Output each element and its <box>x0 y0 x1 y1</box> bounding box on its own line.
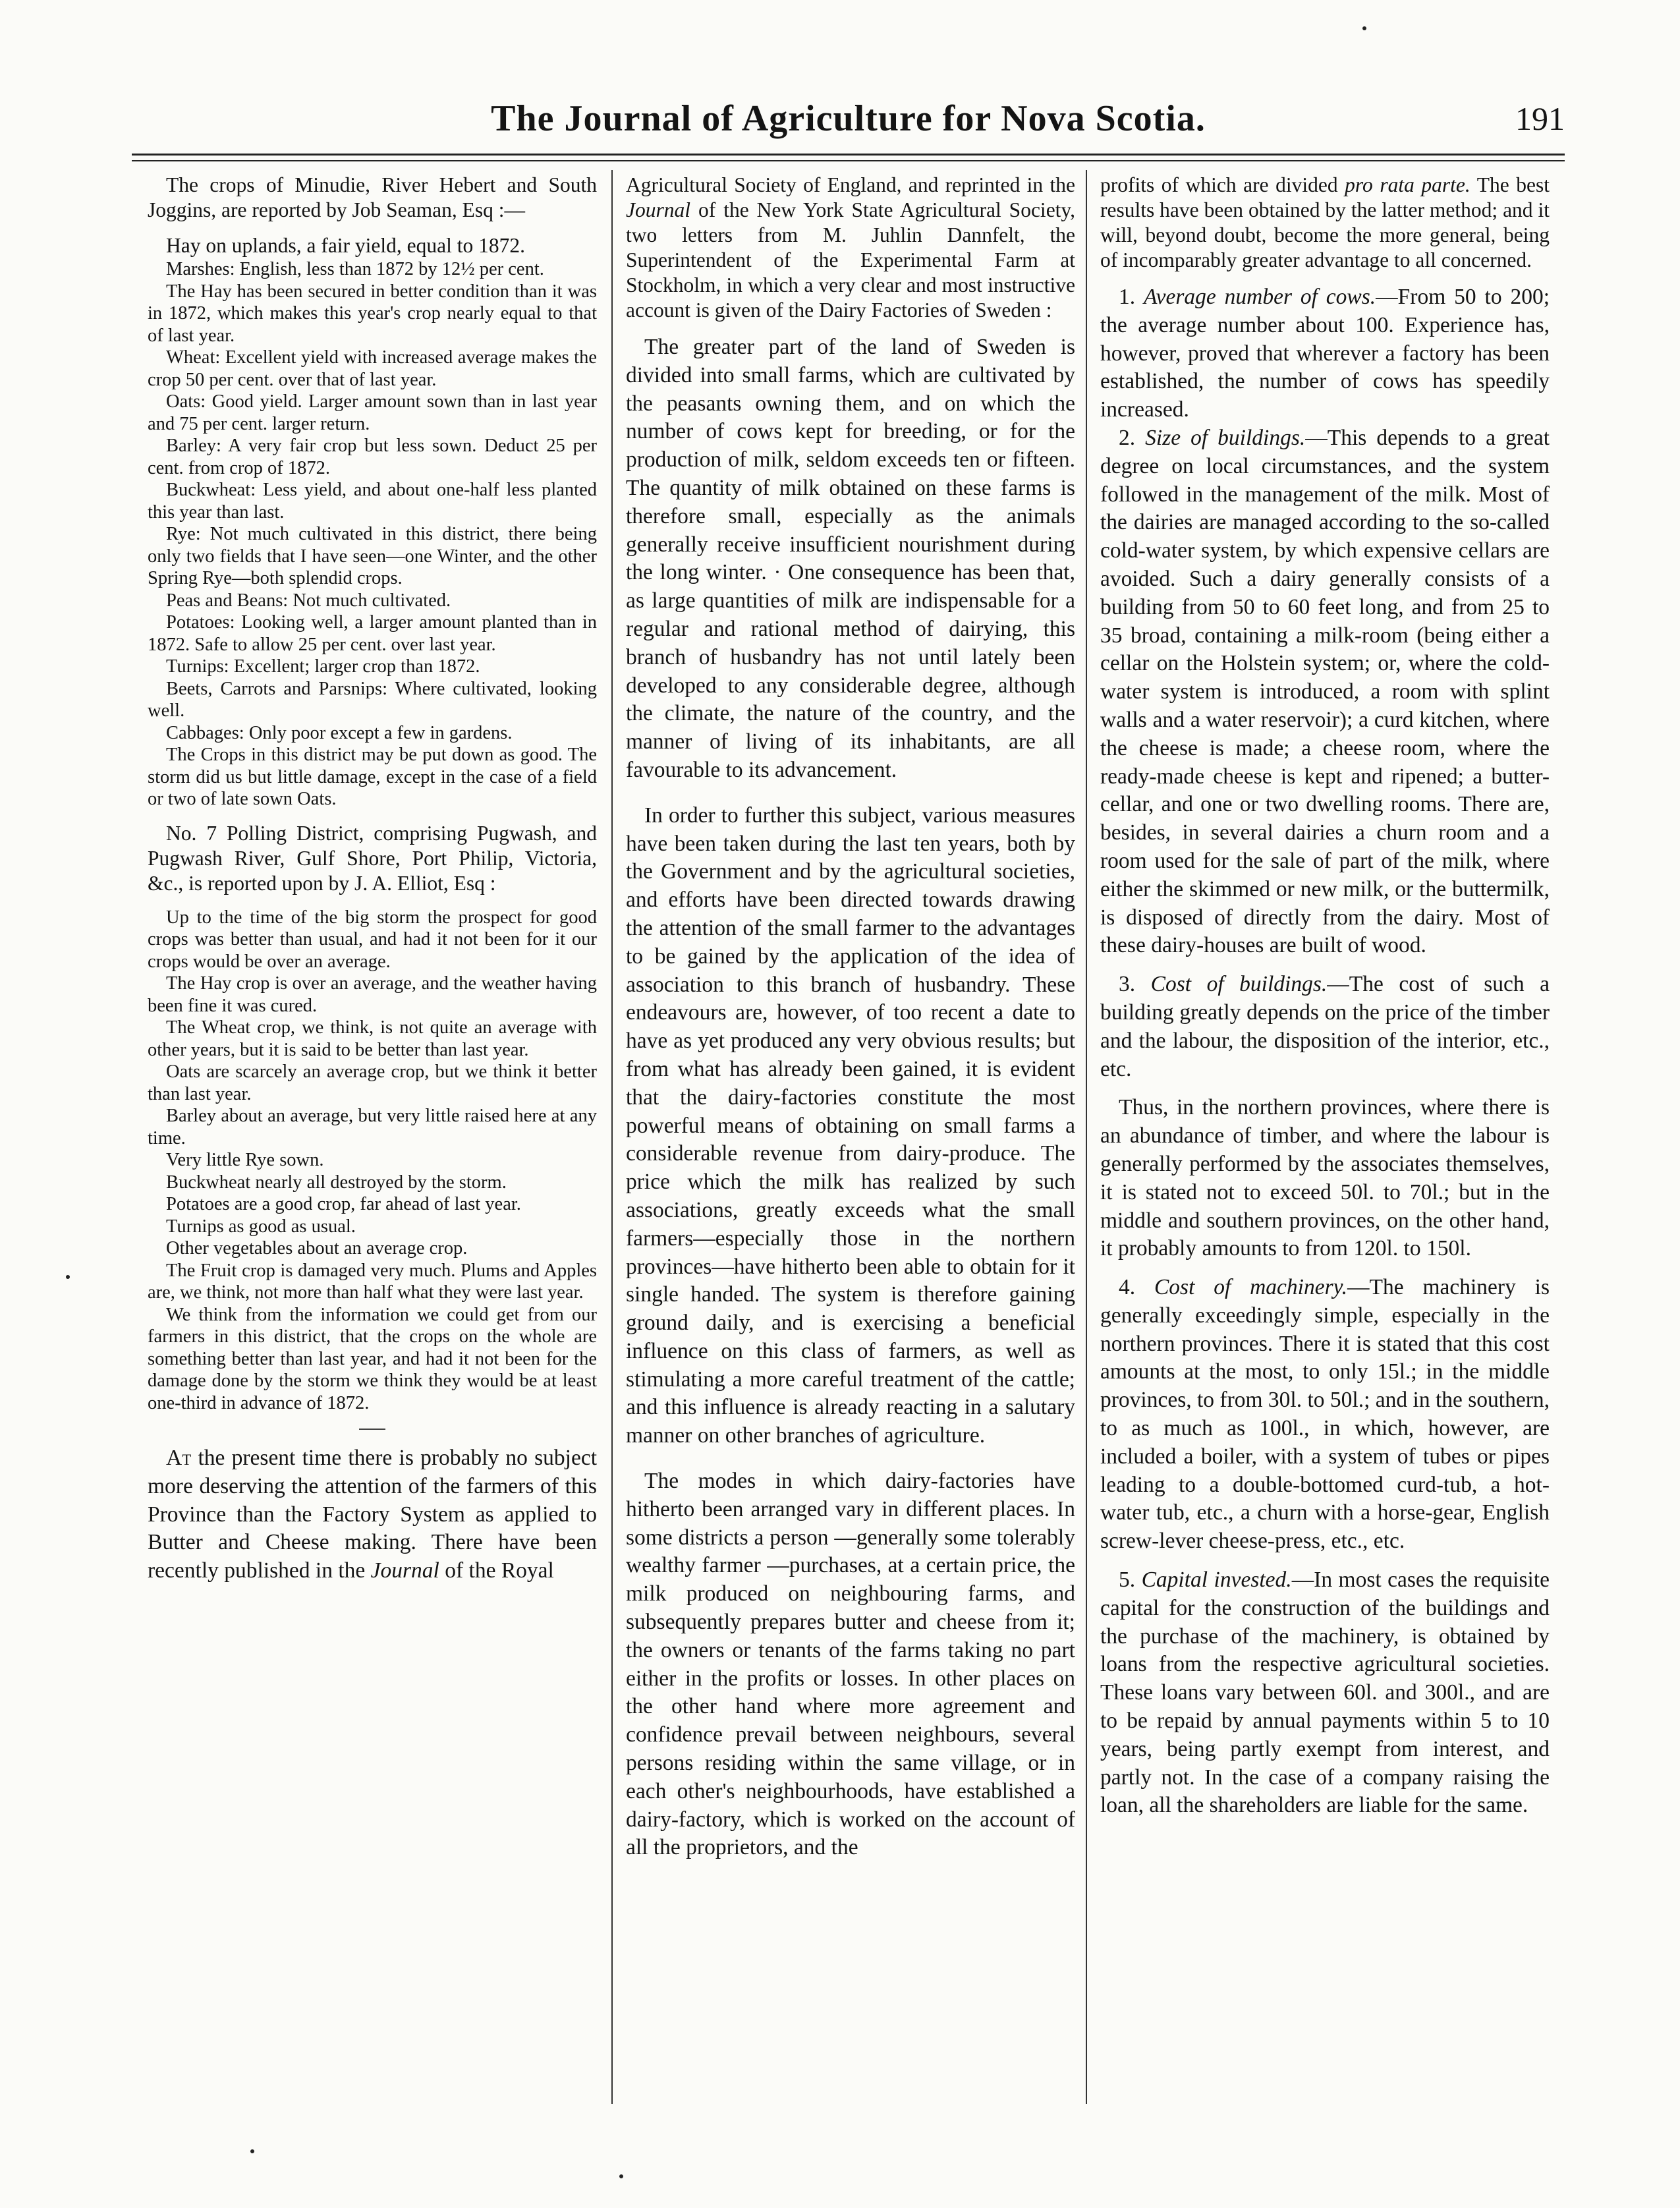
factory-intro-end: of the Royal <box>445 1558 554 1583</box>
section-buildings-cost <box>1100 971 1550 1083</box>
journal-title-ref: Journal <box>370 1558 439 1583</box>
section-heading: Cost of machinery. <box>1154 1275 1348 1300</box>
crop-line-peas: Peas and Beans: Not much cultivated. <box>166 590 451 611</box>
profits-para <box>1100 173 1550 273</box>
journal-italic: Journal <box>626 198 690 221</box>
section-heading: Size of buildings. <box>1145 425 1306 450</box>
section-number: 3. <box>1119 972 1136 997</box>
factory-system-intro <box>148 1444 597 1585</box>
section-heading: Cost of buildings. <box>1150 972 1328 997</box>
turnips-usual: Turnips as good as usual. <box>166 1216 356 1237</box>
column-3 <box>1100 173 1550 2103</box>
crop-line-buckwheat: Buckwheat: Less yield, and about one-half less planted this year than last. <box>148 480 597 523</box>
crop-line-turnips: Turnips: Excellent; larger crop than 1872. <box>166 656 480 677</box>
crop-report-intro: The crops of Minudie, River Hebert and South Joggins, are reported by Job Seaman, Esq :— <box>148 173 597 221</box>
measures-para: In order to further this subject, various measures have been taken during the last ten years, both by the Government and by the agricultural societies, and efforts have been directed towards drawing the attention of the small farmer to the advantages to be gained by the application of the idea of association to this branch of husbandry. These endeavours are, however, of too recent a date to have as yet produced any very obvious results; but from what has already been gained, it is evident that the dairy-factories constitute the most powerful means of obtaining on small farms a considerable revenue from dairy-produce. The price which the milk has realized by such associations, greatly exceeds what the small farmers—especially those in the northern provinces—have hitherto been able to obtain for it single handed. The system is therefore gaining ground daily, and is exercising a beneficial influence on this class of farmers, as well as stimulating a more careful treatment of the cattle; and this influence is already reacting in a salutary manner on other branches of agriculture. <box>626 803 1075 1448</box>
section-text: —The machinery is generally exceedingly simple, especially in the northern provinces. There it is stated that this cost amounts at the most, to only 15l.; in the middle provinces, to from 30l. to 50l.; and in the southern, to as much as 100l., in which, however, are included a boiler, with a system of tubes or pipes leading to a double-bottomed curd-tub, a hot-water tub, etc., a churn with a horse-gear, English screw-lever cheese-press, etc., etc. <box>1100 1275 1550 1554</box>
other-vegetables: Other vegetables about an average crop. <box>166 1238 468 1259</box>
column-1 <box>148 173 597 2103</box>
section-text: —The cost of such a building greatly depends on the price of the timber and the labour, the disposition of the interior, etc., etc. <box>1100 972 1550 1081</box>
running-title: The Journal of Agriculture for Nova Scotia. <box>491 98 1206 139</box>
print-speck <box>66 1275 70 1279</box>
section-number: 2. <box>1119 425 1136 450</box>
storm-report: Up to the time of the big storm the prospect for good crops was better than usual, and had it not been for it our crops would be over an average. <box>148 907 597 972</box>
print-speck <box>1362 26 1366 30</box>
section-text: —In most cases the requisite capital for the construction of the buildings and the purchase of the machinery, is obtained by loans from the respective agricultural societies. These loans vary between 60l. and 300l., and are to be repaid by annual payments within 5 to 10 years, being partly exempt from interest, and partly not. In the case of a company raising the loan, all the shareholders are liable for the same. <box>1100 1568 1550 1818</box>
print-speck <box>619 2174 623 2178</box>
crop-summary: The Crops in this district may be put down as good. The storm did us but little damage, except in the case of a field or two of late sown Oats. <box>148 745 597 809</box>
section-buildings-size <box>1100 424 1550 960</box>
crop-line-hay-uplands: Hay on uplands, a fair yield, equal to 1872. <box>166 234 525 257</box>
pro-rata-italic: pro rata parte. <box>1345 173 1470 196</box>
section-machinery <box>1100 1274 1550 1556</box>
wheat-crop: The Wheat crop, we think, is not quite an average with other years, but it is said to be better than last year. <box>148 1017 597 1060</box>
section-text: —This depends to a great degree on local circumstances, and the system followed in the management of the milk. Most of the dairies are managed according to the so-called cold-water system, by which expensive cellars are avoided. Such a dairy generally consists of a building from 50 to 60 feet long, and from 25 to 35 broad, containing a milk-room (being either a cellar on the Holstein system; or, where the cold-water system is introduced, a room with splint walls and a water reservoir); a curd kitchen, where the cheese is made; a cheese room, where the ready-made cheese is kept and ripened; a butter-cellar, and one or two dwelling rooms. There are, besides, in several dairies a churn room and a room used for the sale of part of the milk, where either the skimmed or new milk, or the buttermilk, is disposed of directly from the dairy. Most of these dairy-houses are built of wood. <box>1100 425 1550 958</box>
factory-intro-text: the present time there is probably no subject more deserving the attention of the farmers of this Province than the Factory System as applied to Butter and Cheese making. There have been recently published in the <box>148 1446 597 1583</box>
buckwheat-destroyed: Buckwheat nearly all destroyed by the storm. <box>166 1172 507 1193</box>
modes-para: The modes in which dairy-factories have hitherto been arranged vary in different places. In some districts a person —generally some tolerably wealthy farmer —purchases, at a certain price, the milk produced on neighbouring farms, and subsequently prepares butter and cheese from it; the owners or tenants of the farms taking no part either in the profits or losses. In other places on the other hand where more agreement and confidence prevail between neighbours, several persons residing within the same village, or in each other's neighbourhoods, have established a dairy-factory, which is worked on the account of all the proprietors, and the <box>626 1469 1075 1860</box>
crop-line-barley: Barley: A very fair crop but less sown. Deduct 25 per cent. from crop of 1872. <box>148 436 597 478</box>
section-separator <box>359 1429 385 1430</box>
section-cows <box>1100 283 1550 424</box>
polling-district-7: No. 7 Polling District, comprising Pugwash, and Pugwash River, Gulf Shore, Port Philip, Victoria, &c., is reported upon by J. A. Elliot, Esq : <box>148 821 597 895</box>
crop-line-rye: Rye: Not much cultivated in this district, there being only two fields that I have seen—one Winter, and the other Spring Rye—both splendid crops. <box>148 524 597 588</box>
letters-text-b: of the New York State Agricultural Society, two letters from M. Juhlin Dannfelt, the Superintendent of the Experimental Farm at Stockholm, in which a very clear and most instructive account is given of the Dairy Factories of Sweden : <box>626 198 1075 322</box>
oats-average: Oats are scarcely an average crop, but we think it better than last year. <box>148 1062 597 1104</box>
potatoes-good: Potatoes are a good crop, far ahead of last year. <box>166 1194 521 1214</box>
sweden-letters-para <box>626 173 1075 323</box>
district-conclusion: We think from the information we could get from our farmers in this district, that the crops on the whole are something better than last year, and had it not been for the damage done by the storm we think they would be at least one-third in advance of 1872. <box>148 1304 597 1413</box>
section-number: 4. <box>1119 1275 1136 1300</box>
fruit-crop: The Fruit crop is damaged very much. Plums and Apples are, we think, not more than half what they were last year. <box>148 1260 597 1303</box>
column-divider-2 <box>1086 170 1087 2104</box>
crop-line-marshes: Marshes: English, less than 1872 by 12½ per cent. <box>166 259 544 279</box>
column-divider-1 <box>611 170 613 2104</box>
section-number: 1. <box>1119 285 1136 309</box>
page-header <box>132 92 1565 152</box>
crop-line-potatoes: Potatoes: Looking well, a larger amount planted than in 1872. Safe to allow 25 per cent. over last year. <box>148 612 597 655</box>
header-rule-top <box>132 154 1565 156</box>
print-speck <box>250 2149 254 2153</box>
section-text: —From 50 to 200; the average number about 100. Experience has, however, proved that wherever a factory has been established, the number of cows has speedily increased. <box>1100 285 1550 422</box>
section-heading: Average number of cows. <box>1144 285 1376 309</box>
page-number: 191 <box>1515 100 1565 137</box>
barley-average: Barley about an average, but very little raised here at any time. <box>148 1106 597 1148</box>
hay-over-average: The Hay crop is over an average, and the weather having been fine it was cured. <box>148 973 597 1016</box>
section-heading: Capital invested. <box>1141 1568 1292 1593</box>
section-number: 5. <box>1119 1568 1136 1593</box>
profits-text-a: profits of which are divided <box>1100 173 1338 196</box>
crop-line-hay-secured: The Hay has been secured in better condition than it was in 1872, which makes this year's crop nearly equal to that of last year. <box>148 281 597 346</box>
crop-line-wheat: Wheat: Excellent yield with increased average makes the crop 50 per cent. over that of last year. <box>148 347 597 390</box>
crop-line-beets: Beets, Carrots and Parsnips: Where cultivated, looking well. <box>148 678 597 721</box>
header-rule-bottom <box>132 160 1565 161</box>
crop-line-cabbages: Cabbages: Only poor except a few in gardens. <box>166 722 513 743</box>
rye-little: Very little Rye sown. <box>166 1150 324 1170</box>
sweden-land-para: The greater part of the land of Sweden is divided into small farms, which are cultivated by the peasants owning them, and on which the number of cows kept for breeding, or for the production of milk, seldom exceeds ten or fifteen. The quantity of milk obtained on these farms is therefore small, especially as the animals generally receive insufficient nourishment during the long winter. · One consequence has been that, as large quantities of milk are indispensable for a regular and rational method of dairying, this branch of husbandry has not until lately been developed to any considerable degree, although the climate, the nature of the country, and the manner of living of its inhabitants, are all favourable to its advancement. <box>626 335 1075 782</box>
lead-word: At <box>166 1446 192 1470</box>
profits-text-b: The best results have been obtained by the latter method; and it will, beyond doubt, become the more general, being of incomparably greater advantage to all concerned. <box>1100 173 1550 271</box>
section-capital <box>1100 1566 1550 1820</box>
column-2 <box>626 173 1075 2103</box>
northern-provinces-para: Thus, in the northern provinces, where there is an abundance of timber, and where the labour is generally performed by the associates themselves, it is stated not to exceed 50l. to 70l.; but in the middle and southern provinces, on the other hand, it probably amounts to from 120l. to 150l. <box>1100 1095 1550 1261</box>
crop-line-oats: Oats: Good yield. Larger amount sown than in last year and 75 per cent. larger return. <box>148 391 597 434</box>
letters-text-a: Agricultural Society of England, and reprinted in the <box>626 173 1075 196</box>
